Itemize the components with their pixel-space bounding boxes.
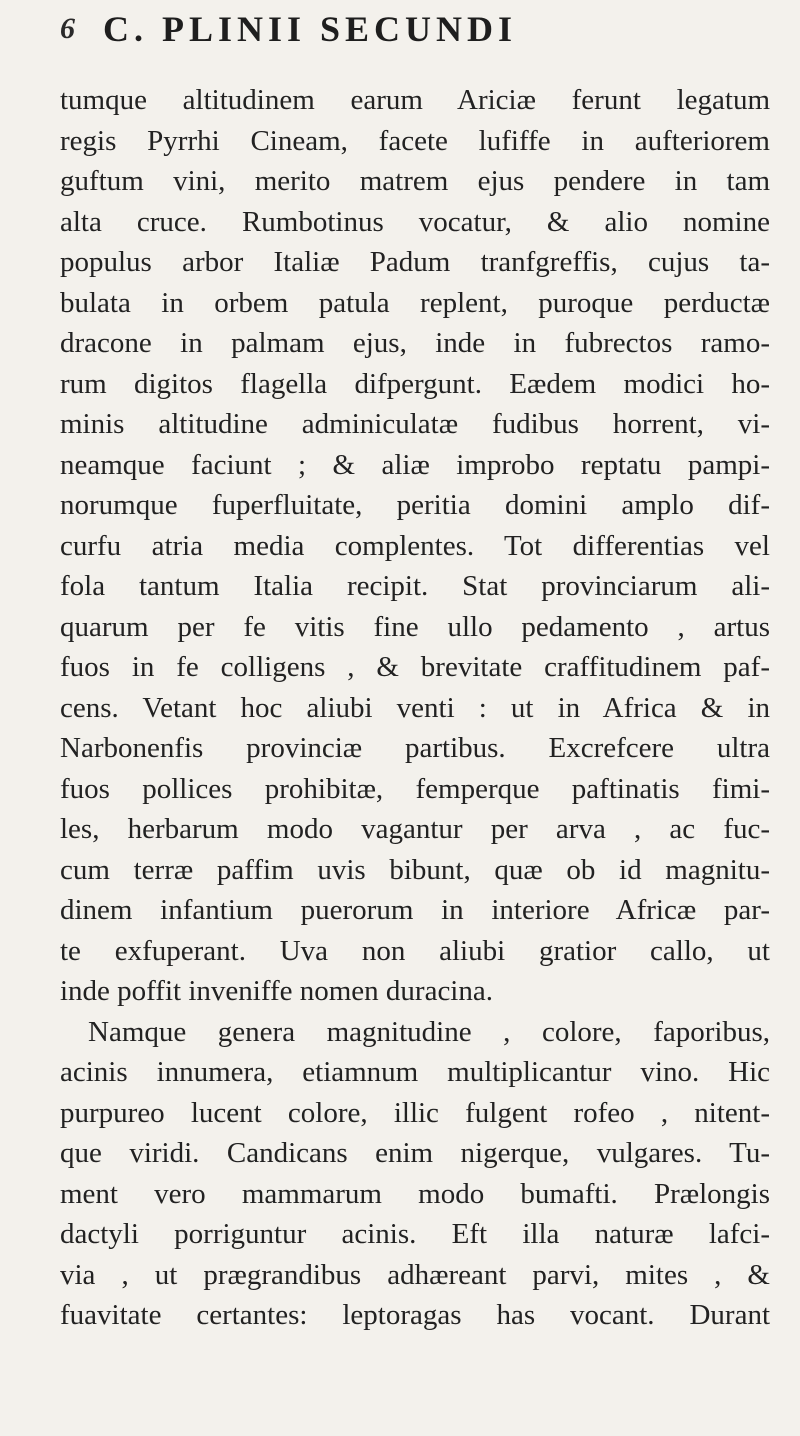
text-line: tumque altitudinem earum Ariciæ ferunt legatum xyxy=(60,84,770,116)
text-line: Narbonenfis provinciæ partibus. Excrefcere ultra xyxy=(60,732,770,764)
text-line: minis altitudine adminiculatæ fudibus horrent, vi- xyxy=(60,408,770,440)
text-line: fuos in fe colligens , & brevitate craffitudinem paf- xyxy=(60,651,770,683)
running-head: C. PLINII SECUNDI xyxy=(103,9,518,49)
text-line: inde poffit inveniffe nomen duracina. xyxy=(60,975,493,1007)
body-text xyxy=(60,80,770,1336)
text-line: acinis innumera, etiamnum multiplicantur vino. Hic xyxy=(60,1056,770,1088)
text-line: que viridi. Candicans enim nigerque, vulgares. Tu- xyxy=(60,1137,770,1169)
text-line: regis Pyrrhi Cineam, facete lufiffe in aufteriorem xyxy=(60,124,770,157)
page-header xyxy=(0,8,800,68)
text-line: les, herbarum modo vagantur per arva , ac fuc- xyxy=(60,813,770,845)
text-line: bulata in orbem patula replent, puroque perductæ xyxy=(60,286,770,319)
text-line: norumque fuperfluitate, peritia domini amplo dif- xyxy=(60,489,770,521)
text-line: cens. Vetant hoc aliubi venti : ut in Africa & in xyxy=(60,691,770,724)
text-line: Namque genera magnitudine , colore, faporibus, xyxy=(88,1015,770,1048)
text-line: populus arbor Italiæ Padum tranfgreffis, cujus ta- xyxy=(60,246,770,278)
text-line: neamque faciunt ; & aliæ improbo reptatu pampi- xyxy=(60,448,770,481)
text-line: alta cruce. Rumbotinus vocatur, & alio nomine xyxy=(60,205,770,238)
text-line: quarum per fe vitis fine ullo pedamento , artus xyxy=(60,610,770,643)
text-line: purpureo lucent colore, illic fulgent rofeo , nitent- xyxy=(60,1096,770,1129)
text-line: dinem infantium puerorum in interiore Africæ par- xyxy=(60,894,770,926)
text-line: ment vero mammarum modo bumafti. Prælongis xyxy=(60,1177,770,1210)
text-line: fuavitate certantes: leptoragas has vocant. Durant xyxy=(60,1299,770,1331)
text-line: fuos pollices prohibitæ, femperque paftinatis fimi- xyxy=(60,772,770,805)
page-number: 6 xyxy=(60,12,75,45)
text-line: curfu atria media complentes. Tot differentias vel xyxy=(60,529,770,562)
text-line: rum digitos flagella difpergunt. Eædem modici ho- xyxy=(60,367,770,400)
text-line: cum terræ paffim uvis bibunt, quæ ob id magnitu- xyxy=(60,853,770,886)
text-line: guftum vini, merito matrem ejus pendere in tam xyxy=(60,165,770,197)
text-line: te exfuperant. Uva non aliubi gratior callo, ut xyxy=(60,934,770,967)
text-line: dactyli porriguntur acinis. Eft illa naturæ lafci- xyxy=(60,1218,770,1250)
text-line: dracone in palmam ejus, inde in fubrectos ramo- xyxy=(60,327,770,359)
text-line: fola tantum Italia recipit. Stat provinciarum ali- xyxy=(60,570,770,602)
text-line: via , ut prægrandibus adhæreant parvi, mites , & xyxy=(60,1258,770,1291)
